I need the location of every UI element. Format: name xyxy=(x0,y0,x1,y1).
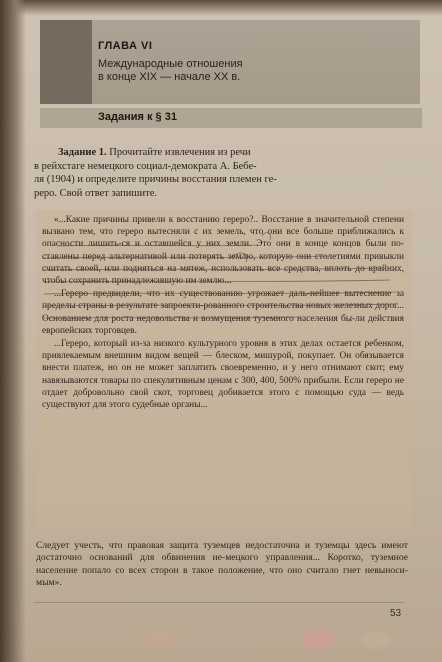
task-1-line-1: Задание 1. Прочитайте извлечения из речи xyxy=(58,147,251,158)
page-number: 53 xyxy=(390,608,402,619)
chapter-tab-marker xyxy=(40,20,92,104)
task-1-line-3: ля (1904) и определите причины восстания племен ге- xyxy=(34,174,277,185)
book-spine-shadow xyxy=(0,0,26,662)
excerpt-paragraph-2: ...Гереро предвидели, что их существованию угрожает даль-нейшее вытеснение за пределы страны в результате запроекти-рованного строительства новых железных дорог... Основанием для роста недовольства и возмущения туземного населения бы-ли действия европейских торговцев. xyxy=(42,289,404,336)
stain-mark-pink xyxy=(300,628,336,650)
task-1-line-2: в рейхстаге немецкого социал-демократа А. Бебе- xyxy=(34,160,257,172)
excerpt-conclusion: Следует учесть, что правовая защита туземцев недостаточна и туземцы здесь имеют достаточно оснований для обвинения не-мецкого управления... Коротко, туземное население попало со всех сторон в такое положение, что оно считало гнет невыноси-мым». xyxy=(36,540,408,589)
chapter-title-line-1: Международные отношения xyxy=(98,58,243,70)
task-1-line-4: реро. Свой ответ запишите. xyxy=(34,187,158,199)
task-1-label: Задание 1. xyxy=(58,147,107,158)
excerpt-paragraph-3: ...Гереро, который из-за низкого культурного уровня в этих делах остается ребенком, привлекаемым внешним видом вещей — блеском, мишурой, покупает. Он обязывается внести платеж, но он не может заплатить своевременно, и у него отнимают скот; ему навязываются товары по спекулятивным ценам с 300, 400, 500% прибыли. Если гереро не отдает добровольно свой скот, торговец добивается этого с помощью суда — ведь существуют для этого судебные органы... xyxy=(42,339,404,411)
chapter-title xyxy=(98,58,318,84)
stain-mark-right xyxy=(360,632,390,648)
assignments-heading: Задания к § 31 xyxy=(98,111,177,123)
page-top-shadow xyxy=(0,0,442,16)
excerpt-text xyxy=(42,214,404,411)
chapter-label: ГЛАВА VI xyxy=(98,40,153,52)
footer-rule xyxy=(34,602,404,603)
stain-mark-left xyxy=(140,630,180,648)
task-1-instructions xyxy=(34,146,410,200)
chapter-title-line-2: в конце XIX — начале XX в. xyxy=(98,71,241,83)
excerpt-paragraph-1: «...Какие причины привели к восстанию гереро?.. Восстание в значительной степени вызвано тем, что гереро вытесняли с их земель, что они все больше приближались к опасности лишить-ся и оставшейся у них земли. Это они в конце концов были по-ставлены перед альтернативой или потерять землю, которую они столетиями привыкли считать своей, или подняться на мятеж, использовать все средства, вплоть до крайних, чтобы сохранить принадлежавшую им землю... xyxy=(42,215,404,287)
